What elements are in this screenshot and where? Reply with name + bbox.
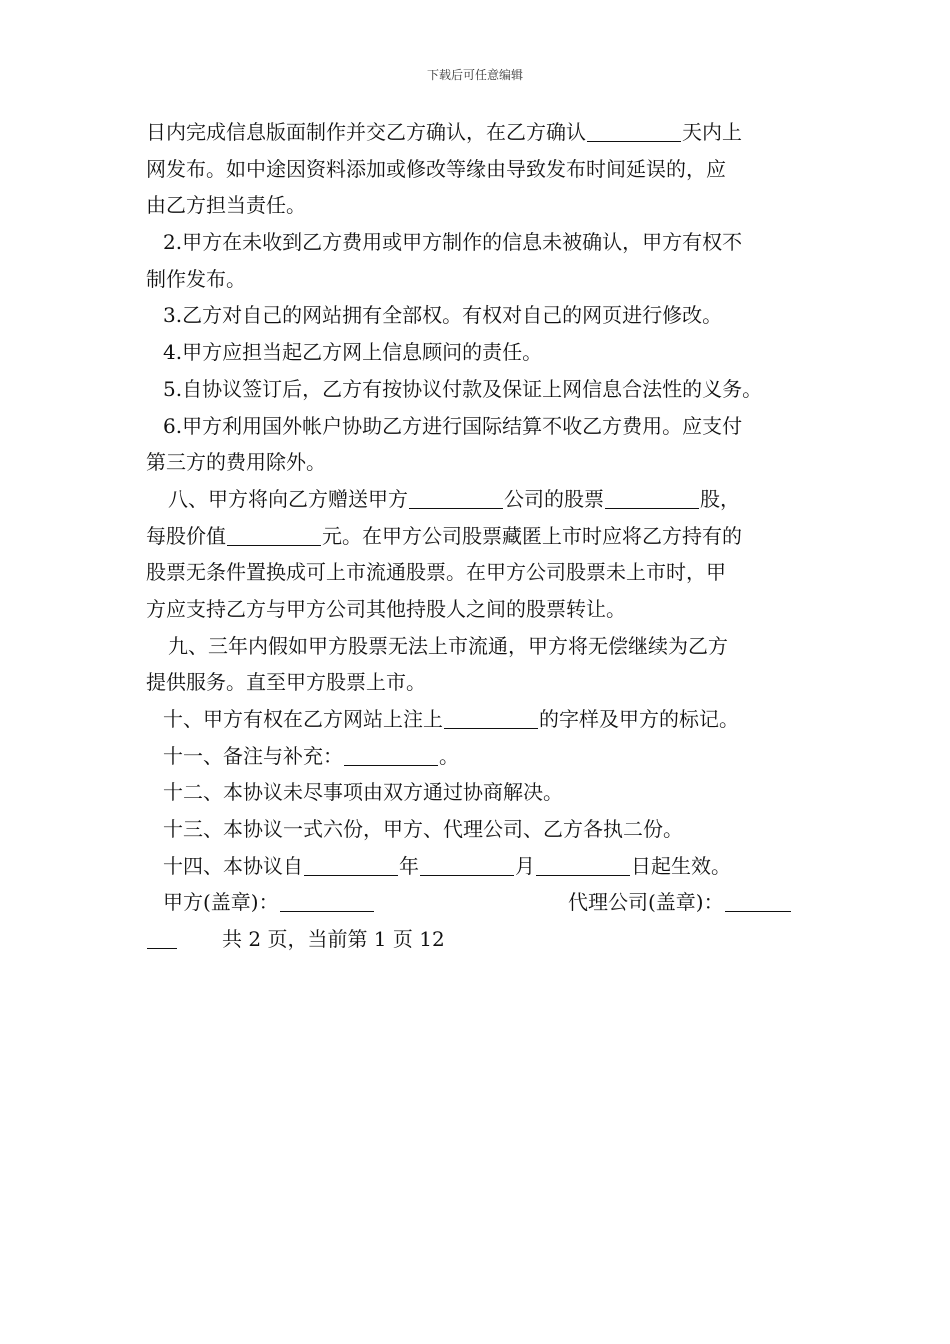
article-14 [146, 848, 826, 885]
line-text: 3.乙方对自己的网站拥有全部权。有权对自己的网页进行修改。 [163, 303, 723, 328]
blank-field [227, 523, 321, 546]
party-a-signature [163, 884, 568, 921]
line-text: 日起生效。 [631, 853, 731, 878]
blank-field [420, 853, 514, 876]
line-text: 网发布。如中途因资料添加或修改等缘由导致发布时间延误的，应 [146, 156, 726, 181]
text-line [146, 151, 826, 188]
article-12 [146, 774, 826, 811]
text-line [146, 591, 826, 628]
agent-label: 代理公司(盖章)： [568, 890, 724, 915]
line-text: 日内完成信息版面制作并交乙方确认，在乙方确认 [146, 120, 586, 144]
line-text: 十、甲方有权在乙方网站上注上 [163, 707, 443, 731]
line-text: 十三、本协议一式六份，甲方、代理公司、乙方各执二份。 [163, 817, 683, 842]
clause-6 [146, 408, 826, 445]
blank-field [444, 706, 538, 729]
line-text: 提供服务。直至甲方股票上市。 [146, 670, 426, 695]
line-text: 年 [399, 853, 419, 878]
clause-3 [146, 297, 826, 334]
clause-2 [146, 224, 826, 261]
line-text: 股票无条件置换成可上市流通股票。在甲方公司股票未上市时，甲 [146, 560, 726, 585]
party-a-label: 甲方(盖章)： [163, 890, 279, 915]
text-line [146, 554, 826, 591]
blank-field [147, 926, 177, 949]
line-text: 天内上 [682, 120, 742, 144]
clause-5 [146, 371, 826, 408]
footer-line [146, 921, 826, 958]
text-line [146, 114, 826, 151]
text-line [146, 444, 826, 481]
text-line [146, 664, 826, 701]
line-text: 元。在甲方公司股票藏匿上市时应将乙方持有的 [322, 523, 742, 548]
article-11 [146, 738, 826, 775]
line-text: 2.甲方在未收到乙方费用或甲方制作的信息未被确认，甲方有权不 [163, 230, 743, 255]
blank-field [344, 743, 438, 766]
line-text: 股， [700, 486, 740, 511]
line-text: 4.甲方应担当起乙方网上信息顾问的责任。 [163, 340, 543, 365]
blank-field [409, 486, 503, 509]
line-text: 公司的股票 [504, 486, 604, 511]
line-text: 。 [439, 743, 459, 768]
line-text: 制作发布。 [146, 266, 246, 291]
article-13 [146, 811, 826, 848]
article-10 [146, 701, 826, 738]
line-text: 月 [515, 853, 535, 878]
blank-field [725, 889, 791, 912]
line-text: 由乙方担当责任。 [146, 193, 306, 218]
clause-4 [146, 334, 826, 371]
page-header: 下载后可任意编辑 [426, 68, 523, 82]
line-text: 十一、备注与补充： [163, 743, 343, 768]
line-text: 方应支持乙方与甲方公司其他持股人之间的股票转让。 [146, 596, 626, 621]
blank-field [536, 853, 630, 876]
line-text: 九、三年内假如甲方股票无法上市流通，甲方将无偿继续为乙方 [168, 633, 728, 658]
blank-field [280, 889, 374, 912]
blank-field [304, 853, 398, 876]
article-9 [146, 628, 826, 665]
article-8 [146, 481, 826, 518]
text-line [146, 187, 826, 224]
line-text: 十四、本协议自 [163, 853, 303, 878]
blank-field [605, 486, 699, 509]
line-text: 八、甲方将向乙方赠送甲方 [168, 486, 408, 511]
line-text: 的字样及甲方的标记。 [539, 707, 739, 731]
line-text: 5.自协议签订后，乙方有按协议付款及保证上网信息合法性的义务。 [163, 376, 763, 401]
document-body [146, 114, 826, 958]
signature-line [146, 884, 826, 921]
line-text: 6.甲方利用国外帐户协助乙方进行国际结算不收乙方费用。应支付 [163, 413, 743, 438]
line-text: 第三方的费用除外。 [146, 450, 326, 475]
page-counter: 共 2 页，当前第 1 页 12 [222, 927, 445, 952]
text-line [146, 518, 826, 555]
line-text: 十二、本协议未尽事项由双方通过协商解决。 [163, 780, 563, 805]
blank-field [587, 119, 681, 142]
text-line [146, 261, 826, 298]
line-text: 每股价值 [146, 523, 226, 548]
